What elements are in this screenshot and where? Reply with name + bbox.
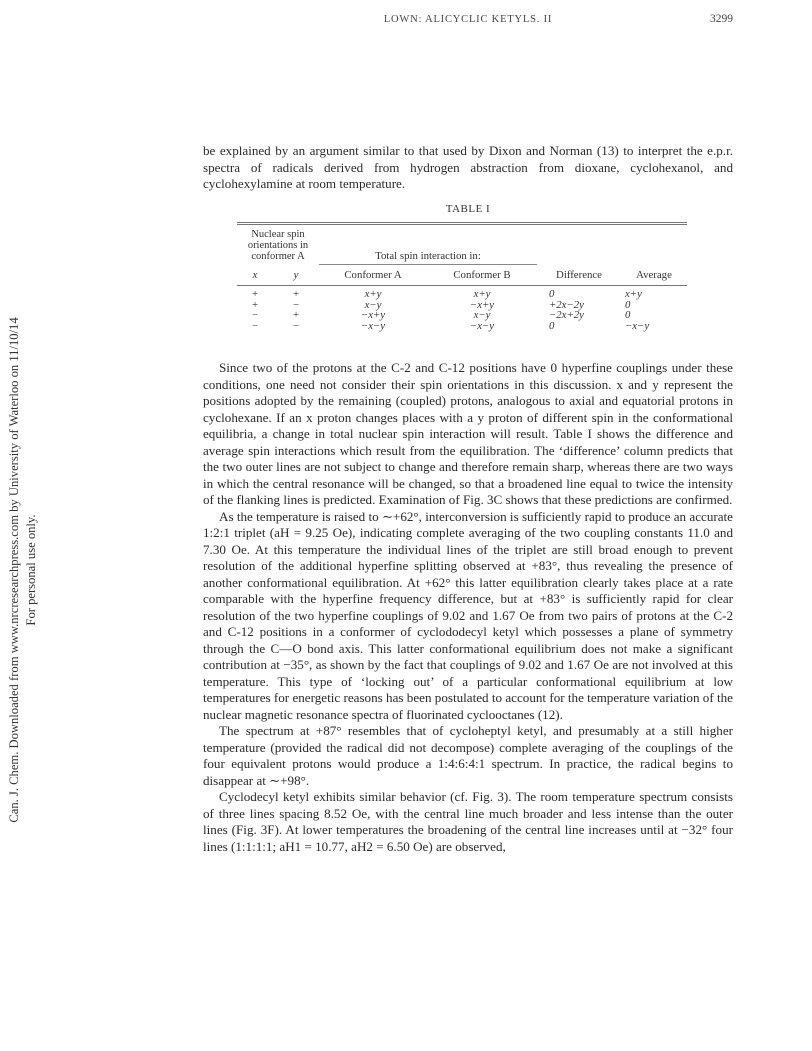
paragraph: The spectrum at +87° resembles that of cycloheptyl ketyl, and presumably at a still higher temperature (provided the radical did not decompose) complete averaging of the couplings of the four equivalent protons would produce a 1:4:6:4:1 spectrum. In practice, the radical begins to disappear at ∼+98°. <box>203 723 733 788</box>
page-number: 3299 <box>710 13 733 25</box>
table-row <box>237 300 687 311</box>
download-notice-line-1: Can. J. Chem. Downloaded from www.nrcresearchpress.com by University of Waterloo on 11/10/14 <box>7 317 21 823</box>
total-spin-header: Total spin interaction in: <box>375 250 481 262</box>
table-cell: 0 <box>549 319 555 332</box>
download-notice <box>6 240 40 900</box>
table-row <box>237 321 687 332</box>
download-notice-line-2: For personal use only. <box>24 514 38 626</box>
table-cell: − <box>292 298 300 311</box>
table-body <box>237 286 687 331</box>
table-cell: 0 <box>549 288 555 300</box>
table-cell: x−y <box>364 298 382 311</box>
page-header <box>203 14 733 30</box>
table-group-header <box>237 229 687 264</box>
table-header-row <box>237 269 687 281</box>
table-cell: − <box>251 309 259 321</box>
column-header: y <box>293 269 299 281</box>
intro-text <box>203 143 733 193</box>
paragraph: Since two of the protons at the C-2 and C-12 positions have 0 hyperfine couplings under these conditions, one need not consider their spin orientations in this discussion. x and y represent the positions adopted by the remaining (coupled) protons, analogous to axial and equatorial protons in cyclohexane. If an x proton changes places with a y proton of different spin in the conformational equilibria, a change in total nuclear spin interaction will result. Table I shows the difference and average spin interactions which result from the equilibration. The ‘difference’ column predicts that the two outer lines are not subject to change and therefore remain sharp, whereas there are two ways in which the central resonance will be changed, so that a broadened line equal to twice the intensity of the flanking lines is predicted. Examination of Fig. 3C shows that these predictions are confirmed. <box>203 360 733 507</box>
intro-paragraph: be explained by an argument similar to that used by Dixon and Norman (13) to interpret the e.p.r. spectra of radicals derived from hydrogen abstraction from dioxane, cyclohexanol, and cyclohexylamine at room temperature. <box>203 143 733 191</box>
table-cell: 0 <box>625 298 631 311</box>
table-top-rule <box>237 222 687 225</box>
column-header: x <box>252 269 258 281</box>
table-cell: −2x+2y <box>549 309 584 321</box>
table-cell: − <box>251 319 259 332</box>
table-caption: TABLE I <box>445 203 491 215</box>
table-cell: x−y <box>473 309 491 321</box>
column-header: Conformer B <box>453 269 511 281</box>
table-cell: −x−y <box>360 319 386 332</box>
table-cell: + <box>251 288 259 300</box>
spin-interaction-table <box>237 222 687 331</box>
table-cell: − <box>292 319 300 332</box>
side-note <box>6 240 44 900</box>
table-cell: +2x−2y <box>549 298 584 311</box>
table-cell: −x+y <box>360 309 386 321</box>
table-cell: + <box>292 309 300 321</box>
paragraph: As the temperature is raised to ∼+62°, interconversion is sufficiently rapid to produce an accurate 1:2:1 triplet (aH = 9.25 Oe), indicating complete averaging of the two coupling constants 11.0 and 7.30 Oe. At this temperature the individual lines of the triplet are still broad enough to prevent resolution of the additional hyperfine splitting observed at +83°, thus revealing the presence of another conformational equilibration. At +62° this latter equilibration clearly takes place at a rate comparable with the hyperfine frequency difference, but at +83° is sufficiently rapid for clear resolution of the two hyperfine couplings of 9.02 and 1.67 Oe from two pairs of protons at the C-2 and C-12 positions in a conformer of cyclododecyl ketyl which possesses a plane of symmetry through the C—O bond axis. This latter conformational equilibrium does not make a significant contribution at −35°, as shown by the fact that couplings of 9.02 and 1.67 Oe are not involved at this temperature. This type of ‘locking out’ of a particular conformational equilibrium at low temperatures for energetic reasons has been postulated to account for the temperature variation of the nuclear magnetic resonance spectra of fluorinated cyclooctanes (12). <box>203 508 733 722</box>
column-header: Average <box>636 269 672 281</box>
column-header: Conformer A <box>344 269 402 281</box>
column-header: Difference <box>556 269 602 281</box>
table-cell: x+y <box>625 288 642 300</box>
table-row <box>237 289 687 300</box>
table-cell: −x−y <box>625 319 650 332</box>
running-head: LOWN: ALICYCLIC KETYLS. II <box>383 14 553 25</box>
spin-orientation-header: Nuclear spin orientations in conformer A <box>247 229 309 262</box>
table-cell: + <box>251 298 259 311</box>
table-cell: x+y <box>364 288 382 300</box>
table-cell: −x−y <box>469 319 495 332</box>
body-text <box>203 360 733 855</box>
table-row <box>237 310 687 321</box>
table-sub-rule <box>319 264 537 265</box>
paragraph: Cyclodecyl ketyl exhibits similar behavior (cf. Fig. 3). The room temperature spectrum consists of three lines spacing 8.52 Oe, with the central line much broader and less intense than the outer lines (Fig. 3F). At lower temperatures the broadening of the central line increases until at −32° four lines (1:1:1:1; aH1 = 10.77, aH2 = 6.50 Oe) are observed, <box>203 789 733 854</box>
table-cell: x+y <box>473 288 491 300</box>
table-cell: 0 <box>625 309 631 321</box>
table-cell: −x+y <box>469 298 495 311</box>
table-cell: + <box>292 288 300 300</box>
